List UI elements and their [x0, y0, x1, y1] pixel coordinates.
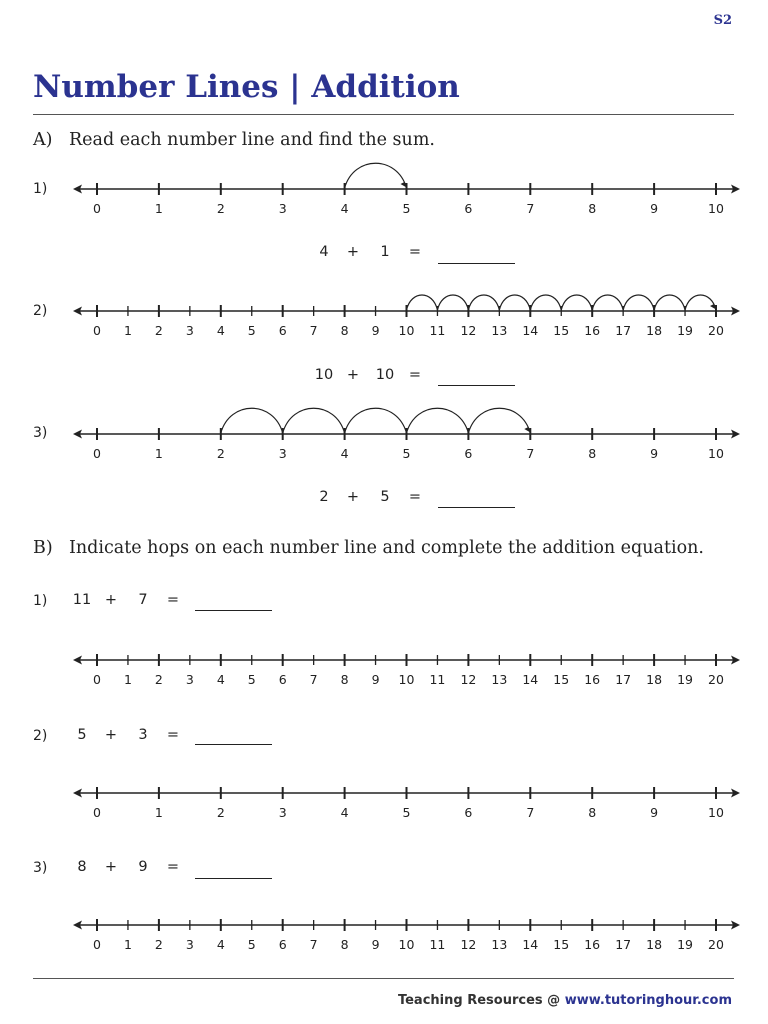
nl-a3-label-9: 9	[650, 446, 659, 461]
section-b-instruction: Indicate hops on each number line and complete the addition equation.	[69, 538, 704, 558]
equation-b2-addend2: 3	[138, 727, 148, 743]
nl-b1-label-17: 17	[615, 672, 632, 687]
equation-a1-addend1: 4	[319, 244, 329, 260]
problem-b1-number: 1)	[33, 593, 48, 609]
nl-b3-label-8: 8	[340, 937, 349, 952]
nl-b2-label-1: 1	[154, 805, 163, 820]
nl-a2-label-1: 1	[123, 323, 132, 338]
equation-b3-addend2: 9	[138, 859, 148, 875]
nl-b3-label-3: 3	[185, 937, 194, 952]
section-a-instruction: Read each number line and find the sum.	[69, 130, 435, 150]
nl-b1-label-8: 8	[340, 672, 349, 687]
equation-a3-addend1: 2	[319, 489, 329, 505]
section-a-letter: A)	[33, 130, 53, 150]
nl-a1-label-6: 6	[464, 201, 473, 216]
nl-a2-label-18: 18	[646, 323, 663, 338]
nl-b3-label-12: 12	[460, 937, 477, 952]
nl-a2-label-9: 9	[371, 323, 380, 338]
problem-a2-number: 2)	[33, 303, 48, 319]
nl-b3-label-14: 14	[522, 937, 539, 952]
nl-b2-label-7: 7	[526, 805, 535, 820]
nl-a2-label-15: 15	[553, 323, 570, 338]
nl-b3-label-11: 11	[429, 937, 446, 952]
equation-b2-addend1: 5	[77, 727, 87, 743]
nl-b2-label-3: 3	[278, 805, 287, 820]
nl-b3-label-1: 1	[123, 937, 132, 952]
nl-a2-label-8: 8	[340, 323, 349, 338]
nl-a2-label-0: 0	[93, 323, 101, 338]
nl-b1-label-18: 18	[646, 672, 663, 687]
nl-b3-label-20: 20	[708, 937, 724, 952]
nl-b1-label-12: 12	[460, 672, 477, 687]
nl-a1-label-0: 0	[93, 201, 101, 216]
nl-a3-label-4: 4	[340, 446, 349, 461]
nl-a2-label-14: 14	[522, 323, 539, 338]
nl-a2-label-3: 3	[185, 323, 194, 338]
problem-a3-number: 3)	[33, 425, 48, 441]
nl-a1-label-9: 9	[650, 201, 659, 216]
nl-b3-label-9: 9	[371, 937, 380, 952]
nl-a2-label-2: 2	[154, 323, 163, 338]
nl-b2-label-8: 8	[588, 805, 597, 820]
nl-b3-label-2: 2	[154, 937, 163, 952]
nl-a2-label-19: 19	[677, 323, 694, 338]
equation-a1-plus: +	[346, 244, 360, 260]
nl-b3-label-16: 16	[584, 937, 601, 952]
nl-b3-label-18: 18	[646, 937, 663, 952]
nl-b1-label-7: 7	[309, 672, 318, 687]
equation-a2-equals: =	[408, 367, 422, 383]
equation-a1-equals: =	[408, 244, 422, 260]
nl-b1-label-15: 15	[553, 672, 570, 687]
nl-b2-label-5: 5	[402, 805, 411, 820]
nl-b2-label-4: 4	[340, 805, 349, 820]
nl-a2-label-4: 4	[216, 323, 225, 338]
nl-a2-label-11: 11	[429, 323, 446, 338]
nl-b1-label-9: 9	[371, 672, 380, 687]
nl-a1-label-4: 4	[340, 201, 349, 216]
nl-a1-label-1: 1	[154, 201, 163, 216]
equation-b3-equals: =	[166, 859, 180, 875]
nl-b1-label-11: 11	[429, 672, 446, 687]
nl-b3-label-17: 17	[615, 937, 632, 952]
nl-a1-label-7: 7	[526, 201, 535, 216]
nl-b3-label-0: 0	[93, 937, 101, 952]
nl-a1-label-10: 10	[708, 201, 724, 216]
nl-a1-label-3: 3	[278, 201, 287, 216]
footer-url[interactable]: www.tutoringhour.com	[564, 993, 732, 1008]
equation-b1-equals: =	[166, 592, 180, 608]
nl-b3-label-5: 5	[247, 937, 256, 952]
nl-a3-label-0: 0	[93, 446, 101, 461]
section-b-letter: B)	[33, 538, 53, 558]
equation-a2-plus: +	[346, 367, 360, 383]
problem-b2-number: 2)	[33, 728, 48, 744]
nl-b3-label-4: 4	[216, 937, 225, 952]
nl-b1-label-19: 19	[677, 672, 694, 687]
footer-divider	[33, 978, 734, 979]
equation-a3-plus: +	[346, 489, 360, 505]
nl-a2-label-5: 5	[247, 323, 256, 338]
nl-a3-label-8: 8	[588, 446, 597, 461]
equation-b1-addend1: 11	[72, 592, 92, 608]
nl-b2-label-0: 0	[93, 805, 101, 820]
nl-a1-label-2: 2	[216, 201, 225, 216]
nl-b3-label-7: 7	[309, 937, 318, 952]
nl-a2-label-7: 7	[309, 323, 318, 338]
nl-a3-label-6: 6	[464, 446, 473, 461]
nl-b3-label-13: 13	[491, 937, 508, 952]
nl-a3-label-5: 5	[402, 446, 411, 461]
equation-b3-addend1: 8	[77, 859, 87, 875]
nl-b1-label-5: 5	[247, 672, 256, 687]
nl-a1-label-5: 5	[402, 201, 411, 216]
nl-b1-label-4: 4	[216, 672, 225, 687]
nl-b2-label-9: 9	[650, 805, 659, 820]
nl-b3-label-19: 19	[677, 937, 694, 952]
equation-a2-addend1: 10	[314, 367, 334, 383]
page-code: S2	[713, 13, 732, 28]
equation-a2-addend2: 10	[375, 367, 395, 383]
nl-a2-label-6: 6	[278, 323, 287, 338]
nl-b1-label-3: 3	[185, 672, 194, 687]
equation-a3-addend2: 5	[380, 489, 390, 505]
nl-a3-label-3: 3	[278, 446, 287, 461]
problem-a1-number: 1)	[33, 181, 48, 197]
nl-b3-label-15: 15	[553, 937, 570, 952]
nl-b2-label-10: 10	[708, 805, 724, 820]
nl-a2-label-17: 17	[615, 323, 632, 338]
nl-a3-label-2: 2	[216, 446, 225, 461]
equation-b2-equals: =	[166, 727, 180, 743]
equation-b3-plus: +	[104, 859, 118, 875]
footer-prefix: Teaching Resources @	[397, 993, 565, 1008]
nl-b1-label-6: 6	[278, 672, 287, 687]
equation-a3-equals: =	[408, 489, 422, 505]
nl-a1-label-8: 8	[588, 201, 597, 216]
nl-a3-label-10: 10	[708, 446, 724, 461]
problem-b3-number: 3)	[33, 860, 48, 876]
equation-a1-addend2: 1	[380, 244, 390, 260]
nl-a2-label-20: 20	[708, 323, 724, 338]
nl-a2-label-13: 13	[491, 323, 508, 338]
nl-b2-label-2: 2	[216, 805, 225, 820]
equation-b2-plus: +	[104, 727, 118, 743]
page-title: Number Lines | Addition	[33, 69, 460, 105]
nl-b1-label-20: 20	[708, 672, 724, 687]
nl-b1-label-10: 10	[398, 672, 415, 687]
nl-a3-label-7: 7	[526, 446, 535, 461]
nl-a3-label-1: 1	[154, 446, 163, 461]
equation-b1-plus: +	[104, 592, 118, 608]
nl-b3-label-10: 10	[398, 937, 415, 952]
nl-b1-label-1: 1	[123, 672, 132, 687]
nl-b1-label-16: 16	[584, 672, 601, 687]
nl-a2-label-16: 16	[584, 323, 601, 338]
nl-b1-label-2: 2	[154, 672, 163, 687]
footer	[398, 993, 732, 1008]
nl-a2-label-10: 10	[398, 323, 415, 338]
nl-a2-label-12: 12	[460, 323, 477, 338]
nl-b1-label-13: 13	[491, 672, 508, 687]
nl-b3-label-6: 6	[278, 937, 287, 952]
equation-b1-addend2: 7	[138, 592, 148, 608]
nl-b2-label-6: 6	[464, 805, 473, 820]
nl-b1-label-14: 14	[522, 672, 539, 687]
nl-b1-label-0: 0	[93, 672, 101, 687]
